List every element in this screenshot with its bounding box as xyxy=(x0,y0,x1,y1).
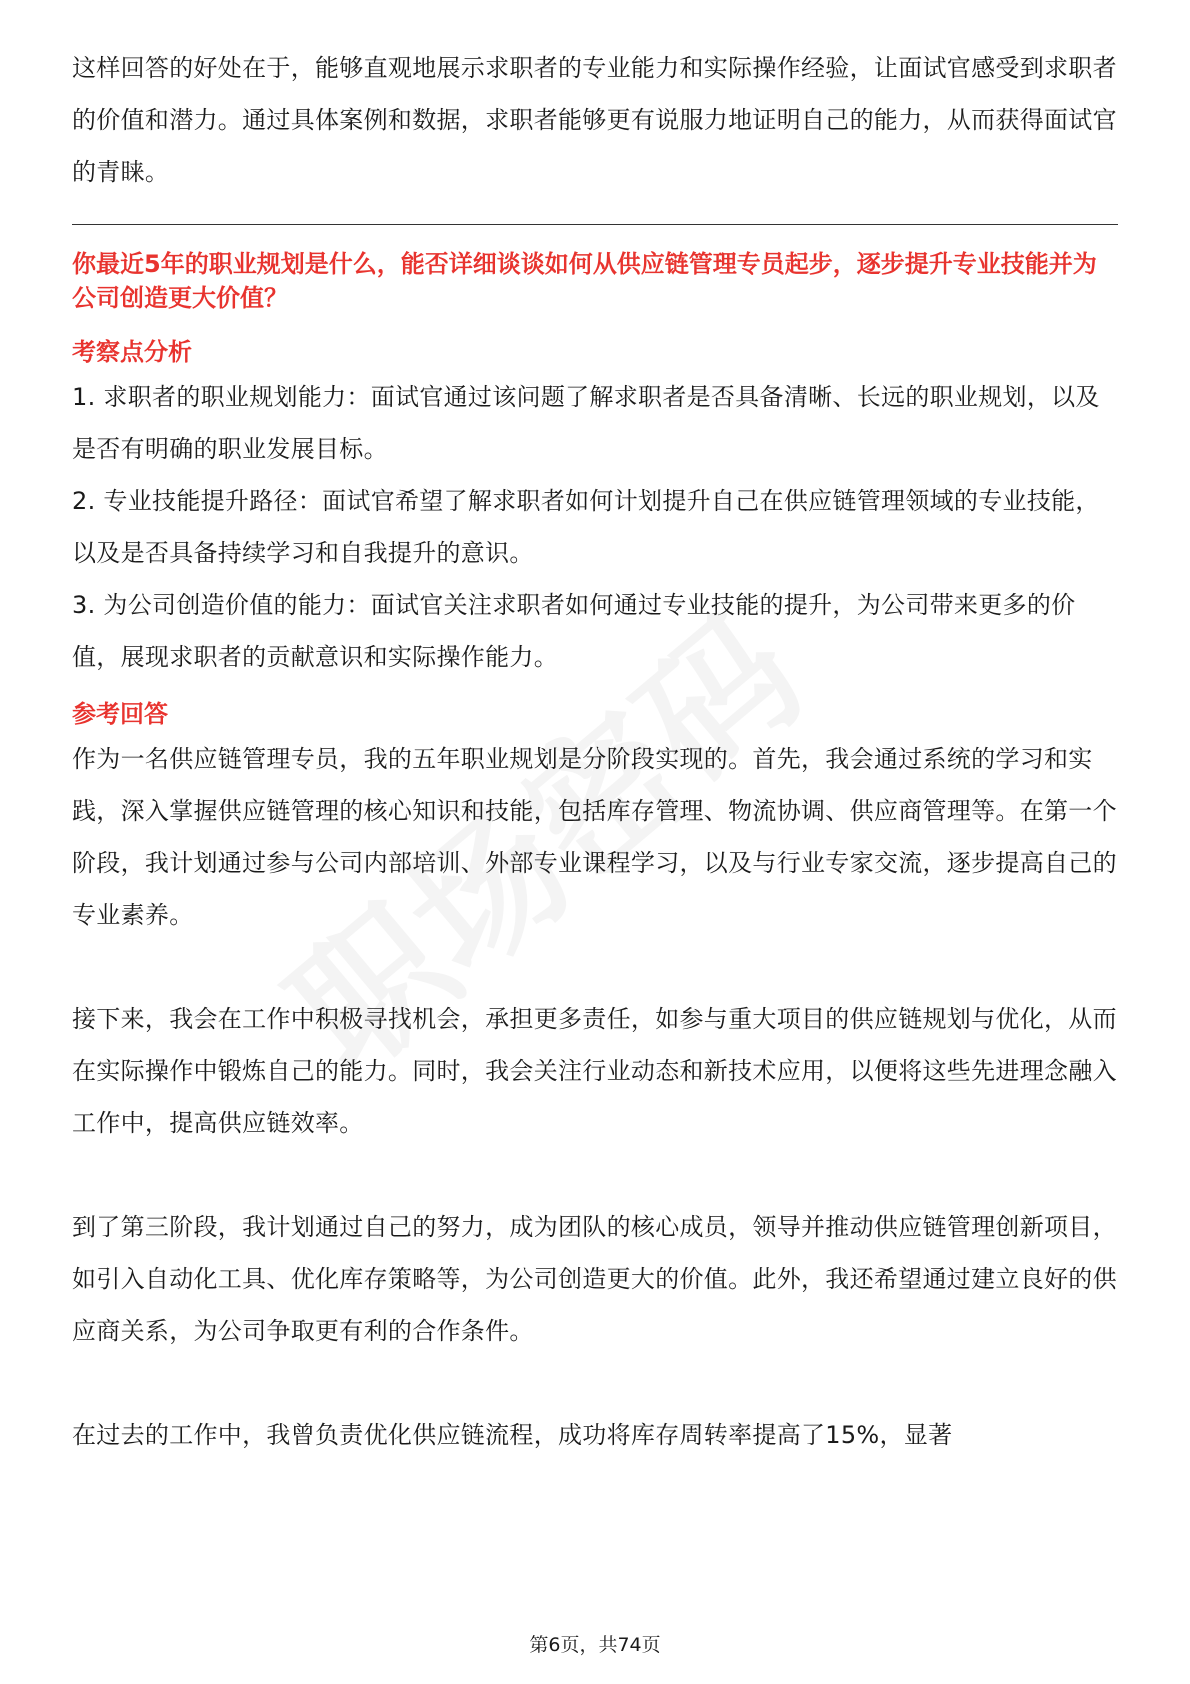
answer-paragraph: 在过去的工作中，我曾负责优化供应链流程，成功将库存周转率提高了15%，显著 xyxy=(72,1421,953,1449)
page-number-footer: 第6页，共74页 xyxy=(529,1634,661,1656)
intro-paragraph: 这样回答的好处在于，能够直观地展示求职者的专业能力和实际操作经验，让面试官感受到求职者的价值和潜力。通过具体案例和数据，求职者能够更有说服力地证明自己的能力，从而获得面试官的青睐。 xyxy=(72,54,1117,186)
answer-heading: 参考回答 xyxy=(72,700,168,728)
answer-body xyxy=(72,733,1118,1461)
analysis-point: 3. 为公司创造价值的能力：面试官关注求职者如何通过专业技能的提升，为公司带来更多的价值，展现求职者的贡献意识和实际操作能力。 xyxy=(72,591,1076,671)
analysis-heading: 考察点分析 xyxy=(72,338,192,366)
question-heading: 你最近5年的职业规划是什么，能否详细谈谈如何从供应链管理专员起步，逐步提升专业技能并为公司创造更大价值？ xyxy=(72,250,1097,312)
answer-paragraph: 接下来，我会在工作中积极寻找机会，承担更多责任，如参与重大项目的供应链规划与优化，从而在实际操作中锻炼自己的能力。同时，我会关注行业动态和新技术应用，以便将这些先进理念融入工作中，提高供应链效率。 xyxy=(72,1005,1117,1137)
analysis-point: 2. 专业技能提升路径：面试官希望了解求职者如何计划提升自己在供应链管理领域的专业技能，以及是否具备持续学习和自我提升的意识。 xyxy=(72,487,1100,567)
analysis-points xyxy=(72,371,1118,683)
section-divider xyxy=(72,224,1118,225)
page-content xyxy=(72,42,1118,1461)
answer-paragraph: 到了第三阶段，我计划通过自己的努力，成为团队的核心成员，领导并推动供应链管理创新项目，如引入自动化工具、优化库存策略等，为公司创造更大的价值。此外，我还希望通过建立良好的供应商关系，为公司争取更有利的合作条件。 xyxy=(72,1213,1117,1345)
analysis-point: 1. 求职者的职业规划能力：面试官通过该问题了解求职者是否具备清晰、长远的职业规划，以及是否有明确的职业发展目标。 xyxy=(72,383,1100,463)
answer-paragraph: 作为一名供应链管理专员，我的五年职业规划是分阶段实现的。首先，我会通过系统的学习和实践，深入掌握供应链管理的核心知识和技能，包括库存管理、物流协调、供应商管理等。在第一个阶段，我计划通过参与公司内部培训、外部专业课程学习，以及与行业专家交流，逐步提高自己的专业素养。 xyxy=(72,745,1117,929)
